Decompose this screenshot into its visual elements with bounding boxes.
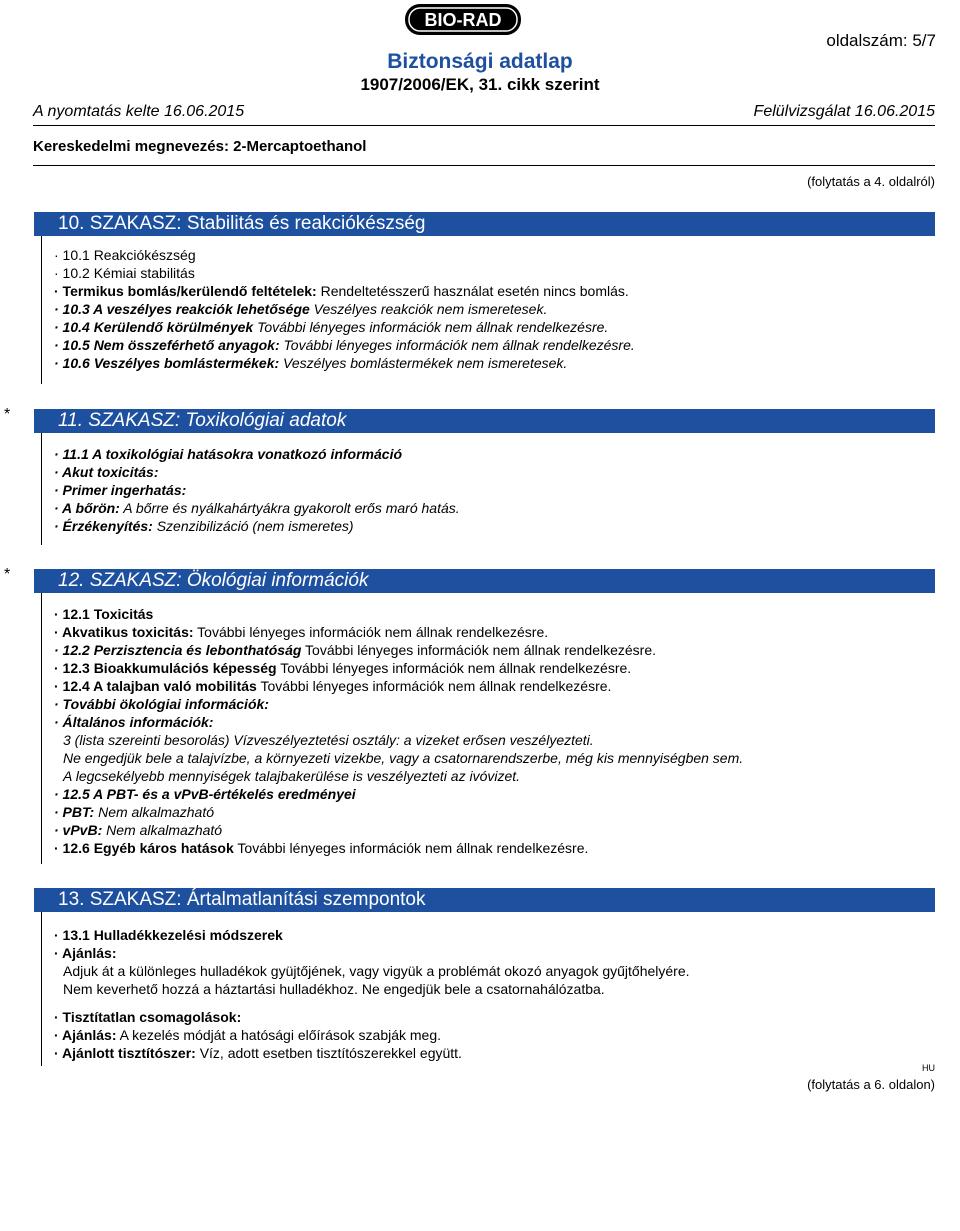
logo-text: BIO-RAD bbox=[424, 10, 502, 30]
line bbox=[54, 1044, 935, 1062]
section-11 bbox=[41, 409, 935, 545]
line bbox=[54, 300, 935, 318]
label: · 10.5 Nem összeférhető anyagok: bbox=[54, 337, 280, 353]
line: Nem keverhető hozzá a háztartási hulladékhoz. Ne engedjük bele a csatornahálózatba. bbox=[63, 981, 605, 997]
label: · 12.4 A talajban való mobilitás bbox=[54, 678, 257, 694]
line: Adjuk át a különleges hulladékok gyüjtőjének, vagy vigyük a problémát okozó anyagok gyűjtőhelyére. bbox=[63, 963, 690, 979]
value: Nem alkalmazható bbox=[102, 822, 223, 838]
value: További lényeges információk nem állnak rendelkezésre. bbox=[233, 840, 589, 856]
line bbox=[54, 318, 935, 336]
value: A bőrre és nyálkahártyákra gyakorolt erős maró hatás. bbox=[119, 500, 460, 516]
line bbox=[54, 282, 935, 300]
continued-to: (folytatás a 6. oldalon) bbox=[807, 1077, 935, 1092]
line: · 10.2 Kémiai stabilitás bbox=[54, 265, 195, 281]
value: Veszélyes reakciók nem ismeretesek. bbox=[309, 301, 548, 317]
line bbox=[54, 354, 935, 372]
label: · 12.2 Perzisztencia és lebonthatóság bbox=[54, 642, 302, 658]
label: · 10.3 A veszélyes reakciók lehetősége bbox=[54, 301, 310, 317]
spacer bbox=[54, 998, 935, 1008]
continued-from: (folytatás a 4. oldalról) bbox=[807, 174, 935, 189]
section-10 bbox=[41, 212, 935, 384]
line: · 12.1 Toxicitás bbox=[54, 606, 154, 622]
document-title: Biztonsági adatlap bbox=[387, 50, 573, 73]
section-13 bbox=[41, 888, 935, 1066]
line: 3 (lista szereinti besorolás) Vízveszélyeztetési osztály: a vizeket erősen veszélyezteti. bbox=[63, 732, 594, 748]
bio-rad-logo bbox=[404, 3, 522, 36]
line: · 11.1 A toxikológiai hatásokra vonatkozó információ bbox=[54, 446, 403, 462]
line: · Akut toxicitás: bbox=[54, 464, 159, 480]
value: További lényeges információk nem állnak rendelkezésre. bbox=[253, 319, 609, 335]
section-12-heading: 12. SZAKASZ: Ökológiai információk bbox=[34, 569, 935, 593]
line: Ne engedjük bele a talajvízbe, a környezeti vizekbe, vagy a csatornarendszerbe, még kis mennyiségben sem. bbox=[63, 750, 744, 766]
label: · PBT: bbox=[54, 804, 95, 820]
language-code: HU bbox=[922, 1063, 935, 1073]
value: További lényeges információk nem állnak rendelkezésre. bbox=[301, 642, 657, 658]
line: · Ajánlás: bbox=[54, 945, 117, 961]
trade-name: Kereskedelmi megnevezés: 2-Mercaptoethanol bbox=[33, 138, 367, 155]
label: · 12.3 Bioakkumulációs képesség bbox=[54, 660, 277, 676]
line: · Általános információk: bbox=[54, 714, 214, 730]
header-divider bbox=[33, 125, 935, 126]
line: A legcsekélyebb mennyiségek talajbakerülése is veszélyezteti az ivóvizet. bbox=[63, 768, 521, 784]
value: Víz, adott esetben tisztítószerekkel együtt. bbox=[195, 1045, 462, 1061]
revision-date: Felülvizsgálat 16.06.2015 bbox=[753, 103, 935, 120]
line bbox=[54, 336, 935, 354]
value: További lényeges információk nem állnak rendelkezésre. bbox=[256, 678, 612, 694]
label: · Ajánlás: bbox=[54, 1027, 117, 1043]
line bbox=[54, 803, 935, 821]
page-number: oldalszám: 5/7 bbox=[826, 31, 936, 50]
line: · További ökológiai információk: bbox=[54, 696, 269, 712]
value: Szenzibilizáció (nem ismeretes) bbox=[152, 518, 354, 534]
header-divider-2 bbox=[33, 165, 935, 166]
section-12 bbox=[41, 569, 935, 864]
label: · 12.6 Egyéb káros hatások bbox=[54, 840, 234, 856]
value: További lényeges információk nem állnak rendelkezésre. bbox=[193, 624, 549, 640]
value: További lényeges információk nem állnak rendelkezésre. bbox=[276, 660, 632, 676]
line: · 12.5 A PBT- és a vPvB-értékelés eredményei bbox=[54, 786, 356, 802]
line bbox=[54, 641, 935, 659]
value: További lényeges információk nem állnak rendelkezésre. bbox=[279, 337, 635, 353]
line: · Primer ingerhatás: bbox=[54, 482, 187, 498]
line bbox=[54, 499, 935, 517]
line bbox=[54, 1026, 935, 1044]
label: · Ajánlott tisztítószer: bbox=[54, 1045, 196, 1061]
line: · 10.1 Reakciókészség bbox=[54, 247, 196, 263]
line bbox=[54, 677, 935, 695]
section-11-heading: 11. SZAKASZ: Toxikológiai adatok bbox=[34, 409, 935, 433]
line bbox=[54, 839, 935, 857]
label: · Akvatikus toxicitás: bbox=[54, 624, 194, 640]
line bbox=[54, 659, 935, 677]
label: · vPvB: bbox=[54, 822, 103, 838]
change-marker: * bbox=[4, 406, 11, 423]
line bbox=[54, 517, 935, 535]
label: · 10.4 Kerülendő körülmények bbox=[54, 319, 254, 335]
value: Rendeltetésszerű használat esetén nincs bomlás. bbox=[316, 283, 629, 299]
value: A kezelés módját a hatósági előírások szabják meg. bbox=[116, 1027, 442, 1043]
line: · Tisztítatlan csomagolások: bbox=[54, 1009, 242, 1025]
line: · 13.1 Hulladékkezelési módszerek bbox=[54, 927, 283, 943]
line bbox=[54, 623, 935, 641]
label: · 10.6 Veszélyes bomlástermékek: bbox=[54, 355, 280, 371]
change-marker: * bbox=[4, 566, 11, 583]
label: · A bőrön: bbox=[54, 500, 120, 516]
section-10-heading: 10. SZAKASZ: Stabilitás és reakciókészség bbox=[34, 212, 935, 236]
section-13-heading: 13. SZAKASZ: Ártalmatlanítási szempontok bbox=[34, 888, 935, 912]
print-date: A nyomtatás kelte 16.06.2015 bbox=[33, 103, 245, 120]
value: Nem alkalmazható bbox=[94, 804, 215, 820]
line bbox=[54, 821, 935, 839]
label: · Érzékenyítés: bbox=[54, 518, 153, 534]
value: Veszélyes bomlástermékek nem ismeretesek. bbox=[279, 355, 568, 371]
label: · Termikus bomlás/kerülendő feltételek: bbox=[54, 283, 317, 299]
document-subtitle: 1907/2006/EK, 31. cikk szerint bbox=[360, 75, 600, 94]
